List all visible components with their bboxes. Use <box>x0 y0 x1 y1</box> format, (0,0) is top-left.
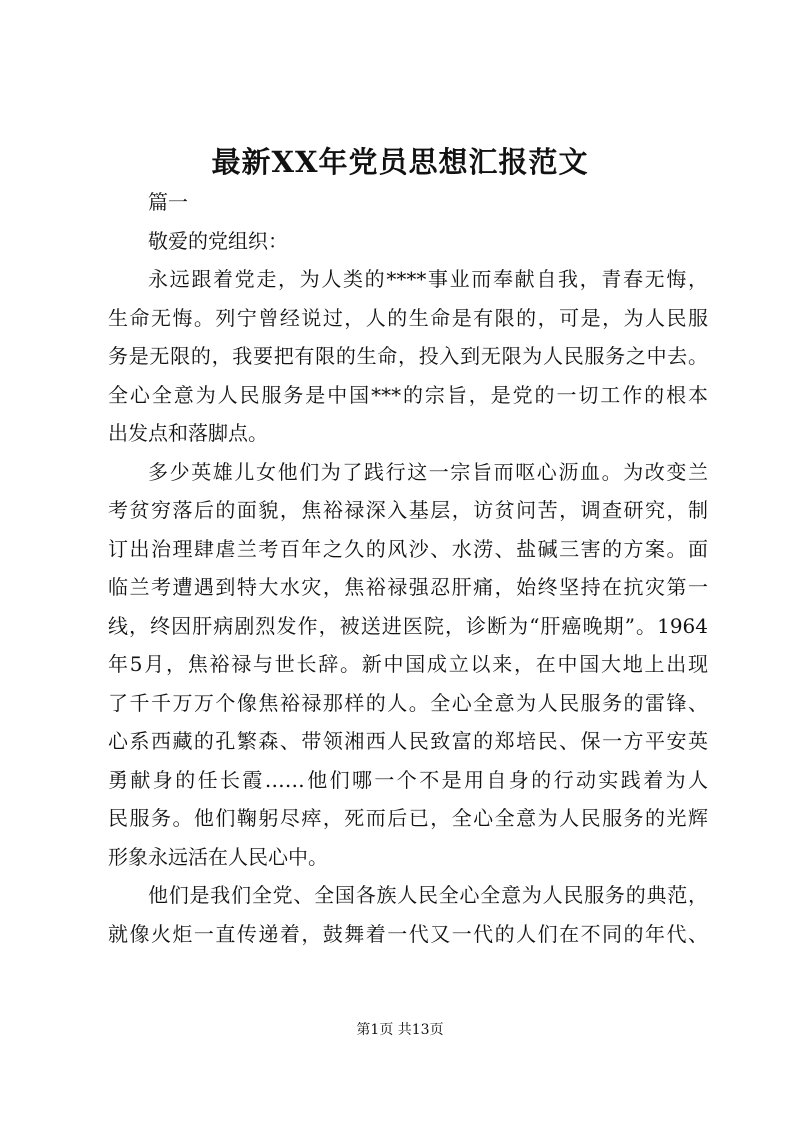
document-body <box>108 183 708 953</box>
text-line: 民服务。他们鞠躬尽瘁，死而后已，全心全意为人民服务的光辉 <box>108 806 708 830</box>
text-line: 勇献身的任长霞……他们哪一个不是用自身的行动实践着为人 <box>108 767 708 792</box>
document-title: 最新XX年党员思想汇报范文 <box>211 145 589 179</box>
text-line: 形象永远活在人民心中。 <box>108 844 328 869</box>
text-line: 线，终因肝病剧烈发作，被送进医院，诊断为“肝癌晚期”。1964 <box>108 613 708 638</box>
text-line: 就像火炬一直传递着，鼓舞着一代又一代的人们在不同的年代、 <box>108 921 708 946</box>
text-line: 篇一 <box>148 190 188 214</box>
text-line: 务是无限的，我要把有限的生命，投入到无限为人民服务之中去。 <box>108 344 708 368</box>
text-line: 多少英雄儿女他们为了践行这一宗旨而呕心沥血。为改变兰 <box>148 459 708 484</box>
text-line: 出发点和落脚点。 <box>108 421 268 445</box>
text-line: 年5月，焦裕禄与世长辞。新中国成立以来，在中国大地上出现 <box>108 652 708 676</box>
text-line: 他们是我们全党、全国各族人民全心全意为人民服务的典范， <box>148 883 708 907</box>
text-line: 全心全意为人民服务是中国***的宗旨，是党的一切工作的根本 <box>108 382 708 407</box>
text-line: 订出治理肆虐兰考百年之久的风沙、水涝、盐碱三害的方案。面 <box>108 536 708 561</box>
text-line: 永远跟着党走，为人类的****事业而奉献自我，青春无悔， <box>148 267 708 291</box>
text-line: 敬爱的党组织： <box>148 228 288 253</box>
text-line: 生命无悔。列宁曾经说过，人的生命是有限的，可是，为人民服 <box>108 305 708 330</box>
text-line: 临兰考遭遇到特大水灾，焦裕禄强忍肝痛，始终坚持在抗灾第一 <box>108 575 708 599</box>
page-footer: 第1页 共13页 <box>356 1022 444 1038</box>
text-line: 了千千万万个像焦裕禄那样的人。全心全意为人民服务的雷锋、 <box>108 690 708 715</box>
text-line: 考贫穷落后的面貌，焦裕禄深入基层，访贫问苦，调查研究，制 <box>108 498 708 522</box>
text-line: 心系西藏的孔繁森、带领湘西人民致富的郑培民、保一方平安英 <box>108 729 708 753</box>
